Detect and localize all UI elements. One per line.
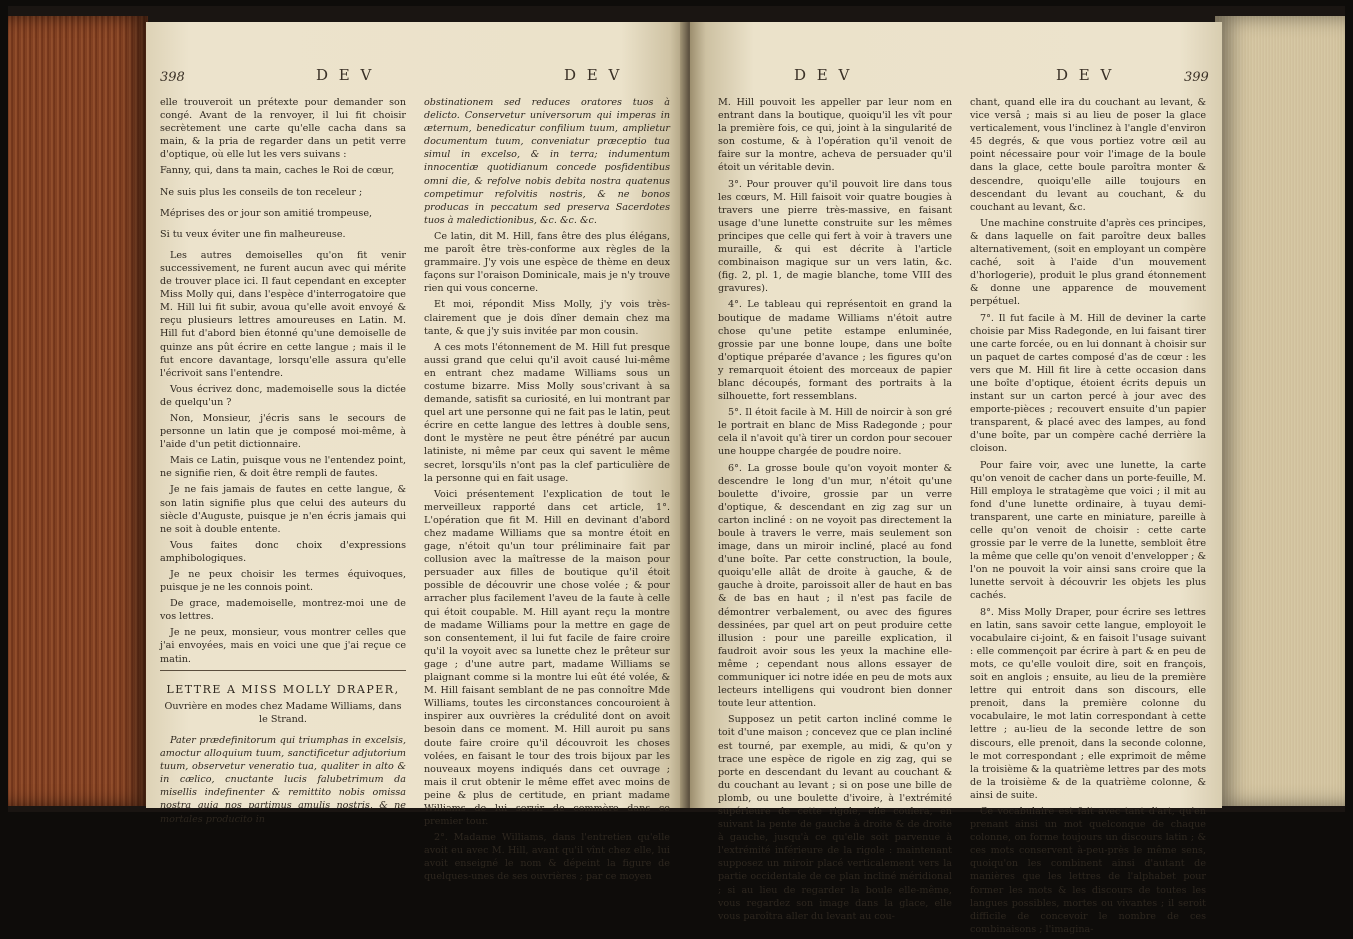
right-page	[690, 22, 1222, 935]
left-page-edges	[8, 16, 148, 806]
text-paragraph: Ce latin, dit M. Hill, fans être des plus élégans, me paroît être très-conforme aux règles de la grammaire. J'y vois une espèce de thème en deux façons sur l'oraison Dominicale, mais je n'y trouve rien qui vous concerne.	[424, 230, 670, 295]
right-page-column-2	[970, 96, 1206, 939]
text-paragraph: Fanny, qui, dans ta main, caches le Roi de cœur,	[160, 165, 395, 177]
text-paragraph: chant, quand elle ira du couchant au levant, & vice versâ ; mais si au lieu de poser la glace verticalement, vous l'inclinez à l'angle d'environ 45 degrés, & que vous portiez votre œil au point nécessaire pour voir l'image de la boule dans la glace, cette boule paroîtra monter & descendre, quoiqu'elle aille toujours en descendant du levant au couchant, & du couchant au levant, &c.	[970, 97, 1206, 213]
text-paragraph: Non, Monsieur, j'écris sans le secours de personne un latin que je composé moi-même, à l'aide d'un petit dictionnaire.	[160, 412, 406, 451]
text-paragraph: Et moi, répondit Miss Molly, j'y vois très-clairement que je dois dîner demain chez ma tante, & que j'y suis invitée par mon cousin.	[424, 299, 670, 337]
text-paragraph: obstinationem sed reduces oratores tuos à delicto. Conservetur universorum qui imperas in æternum, benedicatur confilium tuum, amplietur documentum tuum, conveniatur præceptio tua simul in excelso, & in terra; indumentum innocentiæ quotidianum concede posfidentibus omni die, & refolve nobis debita nostra quatenus competimur refolvitis nostris, & ne bonos producas in peccatum sed preserva Sacerdotes tuos à maledictionibus, &c. &c. &c.	[424, 97, 670, 226]
text-paragraph: Une machine construite d'après ces principes, & dans laquelle on fait paroître deux balles alternativement, (soit en employant un compère caché, soit à l'aide d'un mouvement d'horlogerie), produit le plus grand étonnement & donne une apparence de mouvement perpétuel.	[970, 217, 1206, 308]
text-paragraph: elle trouveroit un prétexte pour demander son congé. Avant de la renvoyer, il lui fit choisir secrètement une carte qu'elle cacha dans sa main, & la pria de regarder dans un petit verre d'optique, où elle lut les vers suivans :	[160, 97, 406, 161]
right-page-column-1	[718, 96, 952, 926]
left-page-column-1	[160, 96, 406, 829]
page-number-right: 399	[1184, 70, 1209, 85]
text-paragraph: Je ne peux, monsieur, vous montrer celles que j'ai envoyées, mais en voici une que j'ai reçue ce matin.	[160, 627, 406, 665]
text-paragraph: LETTRE A MISS MOLLY DRAPER,	[166, 682, 400, 696]
running-header-right-col1: D E V	[794, 66, 853, 84]
right-page-edges	[1215, 16, 1345, 806]
text-paragraph: De grace, mademoiselle, montrez-moi une de vos lettres.	[160, 598, 406, 623]
text-paragraph: Je ne peux choisir les termes équivoques, puisque je ne les connois point.	[160, 569, 406, 594]
book-spread	[8, 6, 1345, 935]
text-paragraph: Mais ce Latin, puisque vous ne l'entendez point, ne signifie rien, & doit être rempli de fautes.	[160, 455, 406, 480]
section-rule	[160, 670, 406, 671]
text-paragraph: 3°. Pour prouver qu'il pouvoit lire dans tous les cœurs, M. Hill faisoit voir quatre bougies à travers une pierre très-massive, en faisant usage d'une lunette construite sur les mêmes principes que celle qui fert à voir à travers une muraille, & qui est décrite à l'article combinaison magique sur un vers latin, &c. (fig. 2, pl. 1, de magie blanche, tome VIII des gravures).	[718, 178, 952, 295]
text-paragraph: Pour faire voir, avec une lunette, la carte qu'on venoit de cacher dans un porte-feuille, M. Hill employa le stratagème que voici ; il mit au fond d'une lunette ordinaire, à tuyau demi-transparent, une carte en miniature, pareille à celle qu'on venoit de choisir : cette carte grossie par le verre de la lunette, sembloit être la même que celle qu'on venoit d'envelopper ; & l'on ne pouvoit la voir ainsi sans croire que la lunette servoit à découvrir les objets les plus cachés.	[970, 459, 1206, 602]
text-paragraph: Pater prædefinitorum qui triumphas in excelsis, amoctur alloquium tuum, sanctificetur adjutorium tuum, observetur veneratio tua, qualiter in alto & in cælico, cnuctante lucis falubetrimum da misellis indefinenter & remittito nobis omissa nostra quia nos partimus amulis nostris, & ne mortales producito in	[160, 734, 406, 825]
text-paragraph: Je ne fais jamais de fautes en cette langue, & son latin signifie plus que celui des auteurs du siècle d'Auguste, puisque je n'en écris jamais qui ne soit à double entente.	[160, 484, 406, 535]
running-header-left-col1: D E V	[316, 66, 375, 84]
text-paragraph: Ouvrière en modes chez Madame Williams, dans le Strand.	[164, 700, 402, 725]
running-header-left-col2: D E V	[564, 66, 623, 84]
text-paragraph: M. Hill pouvoit les appeller par leur nom en entrant dans la boutique, quoiqu'il les vît pour la première fois, ce qui, joint à la singularité de son costume, & à l'opération qu'il venoit de faire sur la montre, acheva de persuader qu'il étoit un véritable devin.	[718, 97, 952, 174]
text-paragraph: Voici présentement l'explication de tout le merveilleux rapporté dans cet article, 1°. L'opération que fit M. Hill en devinant d'abord chez madame Williams que sa montre étoit en gage, n'étoit qu'un tour préliminaire fait par collusion avec la maîtresse de la maison pour persuader aux filles de boutique qu'il étoit possible de découvrir une chose volée ; & pour arracher plus facilement l'aveu de la faute à celle qui étoit coupable. M. Hill ayant reçu la montre de madame Williams pour la mettre en gage de son consentement, il lui fut facile de faire croire qu'il la voyoit avec sa lunette chez le prêteur sur gage ; d'une autre part, madame Williams se plaignant comme si la montre lui eût été volée, & M. Hill faisant semblant de ne pas connoître Mde Williams, toutes les circonstances concouroient à inspirer aux ouvrières la crédulité dont on avoit besoin dans ce moment. M. Hill auroit pu sans doute faire croire qu'il découvroit les choses volées, en faisant le tour des trois bijoux par les nouveaux moyens indiqués dans cet ouvrage ; mais il crut obtenir le même effet avec moins de peine & plus de certitude, en priant madame Williams de lui servir de commère dans ce premier tour.	[424, 488, 670, 828]
text-paragraph: A ces mots l'étonnement de M. Hill fut presque aussi grand que celui qu'il avoit causé lui-même en entrant chez madame Williams sous un costume bizarre. Miss Molly sous'crivant à sa demande, satisfit sa curiosité, en lui montrant par quel art une personne qui ne fait pas le latin, peut écrire en cette langue des lettres à double sens, dont le mystère ne peut être pénétré par aucun latiniste, ni même par ceux qui savent le même secret, lorsqu'ils n'ont pas la clef particulière de la personne qui en fait usage.	[424, 341, 670, 484]
text-paragraph: 8°. Miss Molly Draper, pour écrire ses lettres en latin, sans savoir cette langue, employoit le vocabulaire ci-joint, & en faisoit l'usage suivant : elle commençoit par écrire à part & en peu de mots, ce qu'elle vouloit dire, soit en françois, soit en anglois ; ensuite, au lieu de la première lettre qui entroit dans son discours, elle prenoit, dans la première colonne du vocabulaire, le mot latin correspondant à cette lettre ; au-lieu de la seconde lettre de son discours, elle prenoit, dans la seconde colonne, le mot correspondant ; elle exprimoit de même la troisième & la quatrième lettres par des mots de la troisième & de la quatrième colonne, & ainsi de suite.	[970, 606, 1206, 801]
text-paragraph: Vous écrivez donc, mademoiselle sous la dictée de quelqu'un ?	[160, 383, 406, 408]
left-page-column-2	[424, 96, 670, 887]
running-header-right-col2: D E V	[1056, 66, 1115, 84]
text-paragraph: 4°. Le tableau qui représentoit en grand la boutique de madame Williams n'étoit autre chose qu'une petite estampe enluminée, grossie par une bonne loupe, dans une boîte d'optique préparée d'avance ; les figures qu'on y remarquoit étoient des morceaux de papier blanc découpés, formant des portraits à la silhouette, fort ressemblans.	[718, 299, 952, 403]
text-paragraph: Vous faites donc choix d'expressions amphibologiques.	[160, 539, 406, 564]
text-paragraph: Les autres demoiselles qu'on fit venir successivement, ne furent aucun avec qui mérite de trouver place ici. Il faut cependant en excepter Miss Molly qui, dans l'espèce d'interrogatoire que M. Hill lui fit subir, avoua qu'elle avoit envoyé & reçu plusieurs lettres amoureuses en Latin. M. Hill fut d'abord bien étonné qu'une demoiselle de quinze ans pût écrire en cette langue ; mais il le fut encore davantage, lorsqu'elle assura qu'elle l'écrivoit sans l'entendre.	[160, 249, 406, 379]
text-paragraph: Méprises des or jour son amitié trompeuse,	[160, 207, 373, 219]
text-paragraph: 5°. Il étoit facile à M. Hill de noircir à son gré le portrait en blanc de Miss Radegonde ; pour cela il n'avoit qu'à tirer un cordon pour secouer une houppe chargée de poudre noire.	[718, 407, 952, 458]
text-paragraph: 6°. La grosse boule qu'on voyoit monter & descendre le long d'un mur, n'étoit qu'une boulette d'ivoire, grossie par un verre d'optique, & descendant en zig zag sur un carton incliné : on ne voyoit pas directement la boule à travers le verre, mais seulement son image, dans un miroir incliné, placé au fond d'une boîte. Par cette construction, la boule, quoiqu'elle allât de droite à gauche, & de gauche à droite, paroissoit aller de haut en bas & de bas en haut ; il n'est pas facile de démontrer verbalement, ou avec des figures dessinées, par quel art on peut produire cette illusion : pour une pareille explication, il faudroit avoir sous les yeux la machine elle-même ; cependant nous allons essayer de communiquer ici notre idée en peu de mots aux lecteurs intelligens qui voudront bien donner toute leur attention.	[718, 462, 952, 710]
text-paragraph: Ne suis plus les conseils de ton receleur ;	[160, 186, 363, 198]
text-paragraph: 2°. Madame Williams, dans l'entretien qu'elle avoit eu avec M. Hill, avant qu'il vînt chez elle, lui avoit enseigné le nom & dépeint la figure de quelques-unes de ses ouvrières ; par ce moyen	[424, 832, 670, 883]
page-number-left: 398	[160, 70, 185, 85]
text-paragraph: Si tu veux éviter une fin malheureuse.	[160, 228, 346, 240]
text-paragraph: Supposez un petit carton incliné comme le toit d'une maison ; concevez que ce plan incliné est tourné, par exemple, au midi, & qu'on y trace une espèce de rigole en zig zag, qui se porte en descendant du levant au couchant & du couchant au levant ; si on pose une bille de plomb, ou une boulette d'ivoire, à l'extrémité supérieure de cette rigole, elle coulera, en suivant la pente de gauche à droite & de droite à gauche, jusqu'à ce qu'elle soit parvenue à l'extrémité inférieure de la rigole : maintenant supposez un miroir placé verticalement vers la partie occidentale de ce plan incliné méridional ; si au lieu de regarder la boule elle-même, vous regardez son image dans la glace, elle vous paroîtra aller du levant au cou-	[718, 714, 952, 922]
text-paragraph: 7°. Il fut facile à M. Hill de deviner la carte choisie par Miss Radegonde, en lui faisant tirer une carte forcée, ou en lui donnant à choisir sur un paquet de cartes composé d'as de cœur : les vers que M. Hill fit lire à cette occasion dans une boîte d'optique, étoient écrits depuis un instant sur un carton percé à jour avec des emporte-pièces ; recouvert ensuite d'un papier transparent, & placé avec des lampes, au fond d'une boîte, par un compère caché derrière la cloison.	[970, 312, 1206, 455]
text-paragraph: Ce vocabulaire est fait avec tant d'art, qu'en prenant ainsi un mot quelconque de chaque colonne, on forme toujours un discours latin ; & ces mots conservent à-peu-près le même sens, quoiqu'on les combinent ainsi d'autant de manières que les lettres de l'alphabet pour former les mots & les discours de toutes les langues possibles, mortes ou vivantes ; il seroit difficile de concevoir le nombre de ces combinaisons ; l'imagina-	[970, 805, 1206, 935]
left-page	[146, 22, 686, 883]
